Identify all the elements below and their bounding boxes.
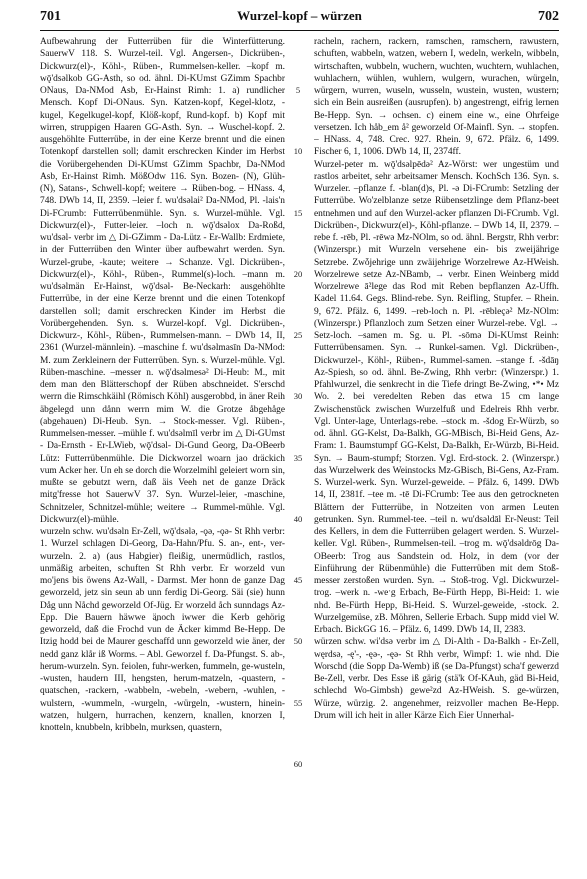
line-number: 25 [293,330,303,340]
line-number: 15 [293,207,303,218]
line-number-gutter [287,36,309,868]
right-paragraph: Wurzel-peter m. wǭ'dsəlpēdə² Az-Wörst: wer ungestüm und rastlos arbeitet, sehr arbeitsamer Mensch. KochSch 136. Syn. s. Wurzeler. –pflanze f. -blan(d)s, Pl. -ə Di-FCrumb: Setzling der Futterrübe. Wo'zelblanze setze Rübensetzlinge dem Pflanz-beet entnehmen und auf den Wurzel-acker pflanzen Di-FCrumb. Vgl. Dickrüben-, Dickwurz(el)-, Köhl-pflanze. – DWb 14, II, 2379. –rebe f. -rēb, Pl. -rēwə Mz-NOlm, so od. ähnl. Bergstr, Rhh verbr: (Winzerspr.) mit Wurzeln versehene ein- bis zweijährige Setzrebe. Zwȱjehrige unn zwäijehrige Worzelrewe Az-HWeish. Worzelrewe setze Az-NBamb, → verbr. Einen Weinberg midd Worzelrewe ā²lege das Rod mit Reben bepflanzen Az-Uffh. Kadel 11.64. Gegs. Blind-rebe. Syn. Reifling, Stupfer. – Rhein. 9, 672. Pfälz. 6, 1499. –reb-loch n. Pl. -rēbleçə² Mz-NOlm: (Winzerspr.) Pflanzloch zum Setzen einer Wurzel-rebe. Vgl. → Setz-loch. –samen m. Sg. u. Pl. -sōmə Di-KUmst Reinh: Futterrübensamen. Syn. → Runkel-samen. Vgl. Dickrüben-, Dickwurzel-, Köhl-, Rüben-, Rummel-samen. –stange f. -šdāŋ Az-Spiesh, so od. ähnl. Be-Zwing, Rhh verbr: (Winzerspr.) 1. Pfahlwurzel, die senkrecht in die Tiefe dringt Be-Zwing, •*• Mz Wo. 2. bei veredelten Reben das etwa 15 cm lange Zwischenstück zwischen Wurzelfuß und Edelreis Rhh verbr. Vgl. Unter-lage, Unterlags-rebe. –stock m. -šdog Er-Würzb, so od. ähnl. GG-Kelst, Da-Balkh, GG-MBisch, Bi-Heid Gens, Az-Fram: 1. Baumstumpf GG-Kelst, Da-Balkh, Er-Würzb, Bi-Heid. Syn. → Baum-stumpf; Storzen. Vgl. Erd-stock. 2. (Winzerspr.) das Wurzelwerk des Weinstocks Mz-GBisch, Bi-Gens, Az-Fram. S. Wurzel-werk. Syn. Wurzel-geweide. – Pfälz. 6, 1499. DWb 14, II, 2381f. –tee m. -tē Di-FCrumb: Tee aus den getrockneten Blättern der Futterrübe, in Notzeiten von armen Leuten getrunken. Syn. Rummel-tee. –teil n. wu'dsəldāl Er-Neust: Teil des Kellers, in dem die Futterrüben gelagert werden. S. Wurzel-keller. Vgl. Rüben-, Rummelsen-teil. –trog m. wǭ'dsəldrōg Da-OBeerb: Trog aus Sandstein od. Holz, in dem (vor der Einführung der Rübenmühle) die Futterrüben mit dem Stoß-messer zerstoßen wurden. Syn. → Stoß-trog. Vgl. Dickwurzel-trog. –werk n. -weˑg Erbach, Be-Fürth Hepp, Bi-Heid: 1. wie nhd. Be-Fürth Hepp, Bi-Heid. S. Wurzel-geweide, -stock. 2. Wurzelgemüse, zB. Möhren, Sellerie Erbach. Supp midd viel W. Erbach. BickGG 16. – Pfälz. 6, 1499. DWb 14, II, 2383. [314,159,559,635]
left-paragraph: Aufbewahrung der Futterrüben für die Winterfütterung. SauerwV 118. S. Wurzel-teil. Vgl. Angersen-, Dickrüben-, Dickwurz(el)-, Köhl-, Rüben-, Rummelsen-keller. –kopf m. wǭ'dsəlkob GG-Asth, so od. ähnl. Di-KUmst GZimm Spachbr ONaus, Da-NMod Asb, Er-Hainst Rimh: 1. a) rundlicher Mensch. Kopf Di-ONaus. Syn. Katzen-kopf, Kegel-klotz, -kugel, Kegelkugel-kopf, Klöß-kopf, Rund-kopf. b) Kopf mit wirren, struppigen Haaren GG-Asth. Syn. → Wuschel-kopf. 2. ausgehöhlte Futterrübe, in der eine Kerze brennt und die einen Totenkopf darstellen soll; damit erschrecken Kinder im Herbst die Vorübergehenden Di-KUmst GZimm Spachbr, Da-NMod Asb, Er-Hainst Rimh. MößOdw 116. Syn. Bozen- (N), Glüh- (N), Satans-, Schwell-kopf; weitere → Rüben-bog. – HNass. 4, 748. DWb 14, II, 2359. –leier f. wu'dsəlai² Da-NMod, Pl. -lais'n Di-FCrumb: Futterrübenmühle. Syn. s. Wurzel-mühle. Vgl. Dickwurz(el)-, Futter-leier. –loch n. wǭ'dsəlox Da-Roßd, wu'dsəl- verbr im △ Di-GZimm - Da-Lütz - Er-Wallb: Erdmiete, in der Futterrüben den Winter über aufbewahrt werden. Syn. Wurzel-grube, -kaute; weitere → Schanze. Vgl. Dickrüben-, Dickwurz(el)-, Köhl-, Rüben-, Rummel(s)-loch. –mann m. wu'dsəlmän Er-Hainst, wǭ'dsəl- Be-Neckarh: ausgehöhlte Futterrübe, in der eine Kerze brennt und die einen Totenkopf darstellen soll; damit erschrecken Kinder im Herbst die Vorübergehenden. Syn. s. Wurzel-kopf. Vgl. Dickrüben-, Dickwurz-, Köhl-, Rüben-, Rummelsen-mann. – DWb 14, II, 2361 (Wurzel-männlein). –maschine f. wu'dsəlmasīn Da-NMod: M. zum Zerkleinern der Futterrüben. Syn. s. Wurzel-mühle. Vgl. Rüben-maschine. –messer n. wǭ'dsəlmesə² Di-Heub: M., mit dem man den Blätterschopf der Rüben abschneidet. S'erschd werrn die Rimschkäihl (Römisch Köhl) ausgerobbd, in äner Reih äbgelegd unn dånn werrn mim W. die Grotze åbgehåge (abgehauen) Di-Heub. Syn. → Stock-messer. Vgl. Rüben-, Rummelsen-messer. –mühle f. wu'dsəlmīl verbr im △ Di-GUmst - Da-Ernsth - Er-LWieb, wǭ'dsəl- Di-Gund Georg, Da-OBeerb Lütz: Futterrübenmühle. Die Dickworzel woarn jao dräckich vum Acker her. Un eh se dorch die Worzelmihl geleiert worn sin, mußte se gebutzt wern, daß äis Veeh net de ganze Dräck mitg'fresse hot SauerwV 37. Syn. Wurzel-leier, -maschine, Schnitzeler, Schnitzel-mühle; weitere → Rummel-mühle. Vgl. Dickwurz(el)-mühle. [40,37,285,525]
line-number: 60 [293,758,303,769]
right-paragraph: würzen schw. wi'dsə verbr im △ Di-Alth - Da-Balkh - Er-Zell, węrdsə, -ę'-, -ęə-, -ęə- St Rhh verbr, Wimpf: 1. wie nhd. Die Worschd (die Sopp Da-Wemb) iß (se Da-Pfungst) scha'f gewerzd Be-Zell, verbr. Des Esse iß gärig (stä'k Of-KAuh, gäd Bi-Heid, schlechd Wo-Gimbsh) gewe²zd Az-HWeish. S. ge-würzen, Würze, würzig. 2. angenehmer, reizvoller machen Be-Hepp. Drum will ich heit in aller Kärze Eich Eier Unnerhal- [314,637,559,721]
line-number: 20 [293,268,303,279]
left-paragraph: wurzeln schw. wu'dsəln Er-Zell, wǭ'dsəlǝ, -ǫə, -ǫə- St Rhh verbr: 1. Wurzel schlagen Di-Georg, Da-Hahn/Pfu. S. an-, ent-, ver-wurzeln. 2. a) (aus Habgier) fleißig, unermüdlich, rastlos, unmäßig arbeiten, schuften St Rhh verbr. Er worzeld vun mo'jens bis öwens Az-Wall, - Darmst. Mer honn de ganze Dag geworzeld, jetz sin seun ab unn ferdig Di-Georg. Säi (sie) hunn Dåg unn Nåchd geworzeld Of-Jüg. Er worzeld åch sunndags Az-Epp. Die Bauern häwwe ä̱noch iwwer die Kerb gehörig geworzeld, daß die Frochd vun de Äcker kimmd Be-Hepp. De Itzig hodd bei de Maurer geschaffd unn geworzeld wie äner, der nedd ganz klår iß Worms. – Abl. Geworzel f. Da-Pfungst. S. ab-, herum-wurzeln. Syn. feiolen, fuhr-werken, fummeln, ge-wusteln, -wusten, haudern III, hengsten, herum-matzeln, -quastern, -quatschen, -rackern, -wabbeln, -webeln, -webern, -wuhlen, -wulstern, -wummeln, -wurgeln, -würgeln, -wustern, hinein-watzen, hulgern, hurrachen, kenzern, knallen, knorzen I, knotteln, knubbeln, kribbeln, murksen, quastern, [40,527,285,733]
right-paragraph: racheln, rachern, rackern, ramschen, ramschern, rawustern, schuften, wabbeln, watzen, webern I, wedeln, werkeln, wibbeln, wirtschaften, wubbeln, wuchern, wuchten, wuchtern, wuhlachen, wuhlachern, wühlen, wuhlern, wulgern, wurachen, würgeln, würgern, wurren, wuseln, wusseln, wustein, wusten, wustern; sich ein Bein ausreißen (ausrupfen). b) angestrengt, eifrig lernen Be-Hepp. Syn. → ochsen. c) einem eine w., eine Ohrfeige versetzen. Ich håb_em å² geworzeld Of-Mainfl. Syn. → stopfen. – HNass. 4, 748. Crec. 927. Rhein. 9, 672. Pfälz. 6, 1499. Fischer 6, 1, 1006. DWb 14, II, 2374ff. [314,37,559,158]
line-number: 45 [293,575,303,585]
page-number-left: 701 [40,9,61,24]
line-number: 35 [293,452,303,463]
line-number: 30 [293,391,303,402]
line-number: 10 [293,146,303,157]
page-number-right: 702 [537,9,559,24]
line-number: 55 [293,697,303,708]
line-number: 5 [295,85,301,95]
line-number: 40 [293,513,303,524]
header-rule [40,30,559,31]
left-column [40,36,285,868]
running-title: Wurzel-kopf – würzen [237,8,362,23]
right-column [314,36,559,868]
page-header [40,8,559,28]
line-number: 50 [293,636,303,647]
